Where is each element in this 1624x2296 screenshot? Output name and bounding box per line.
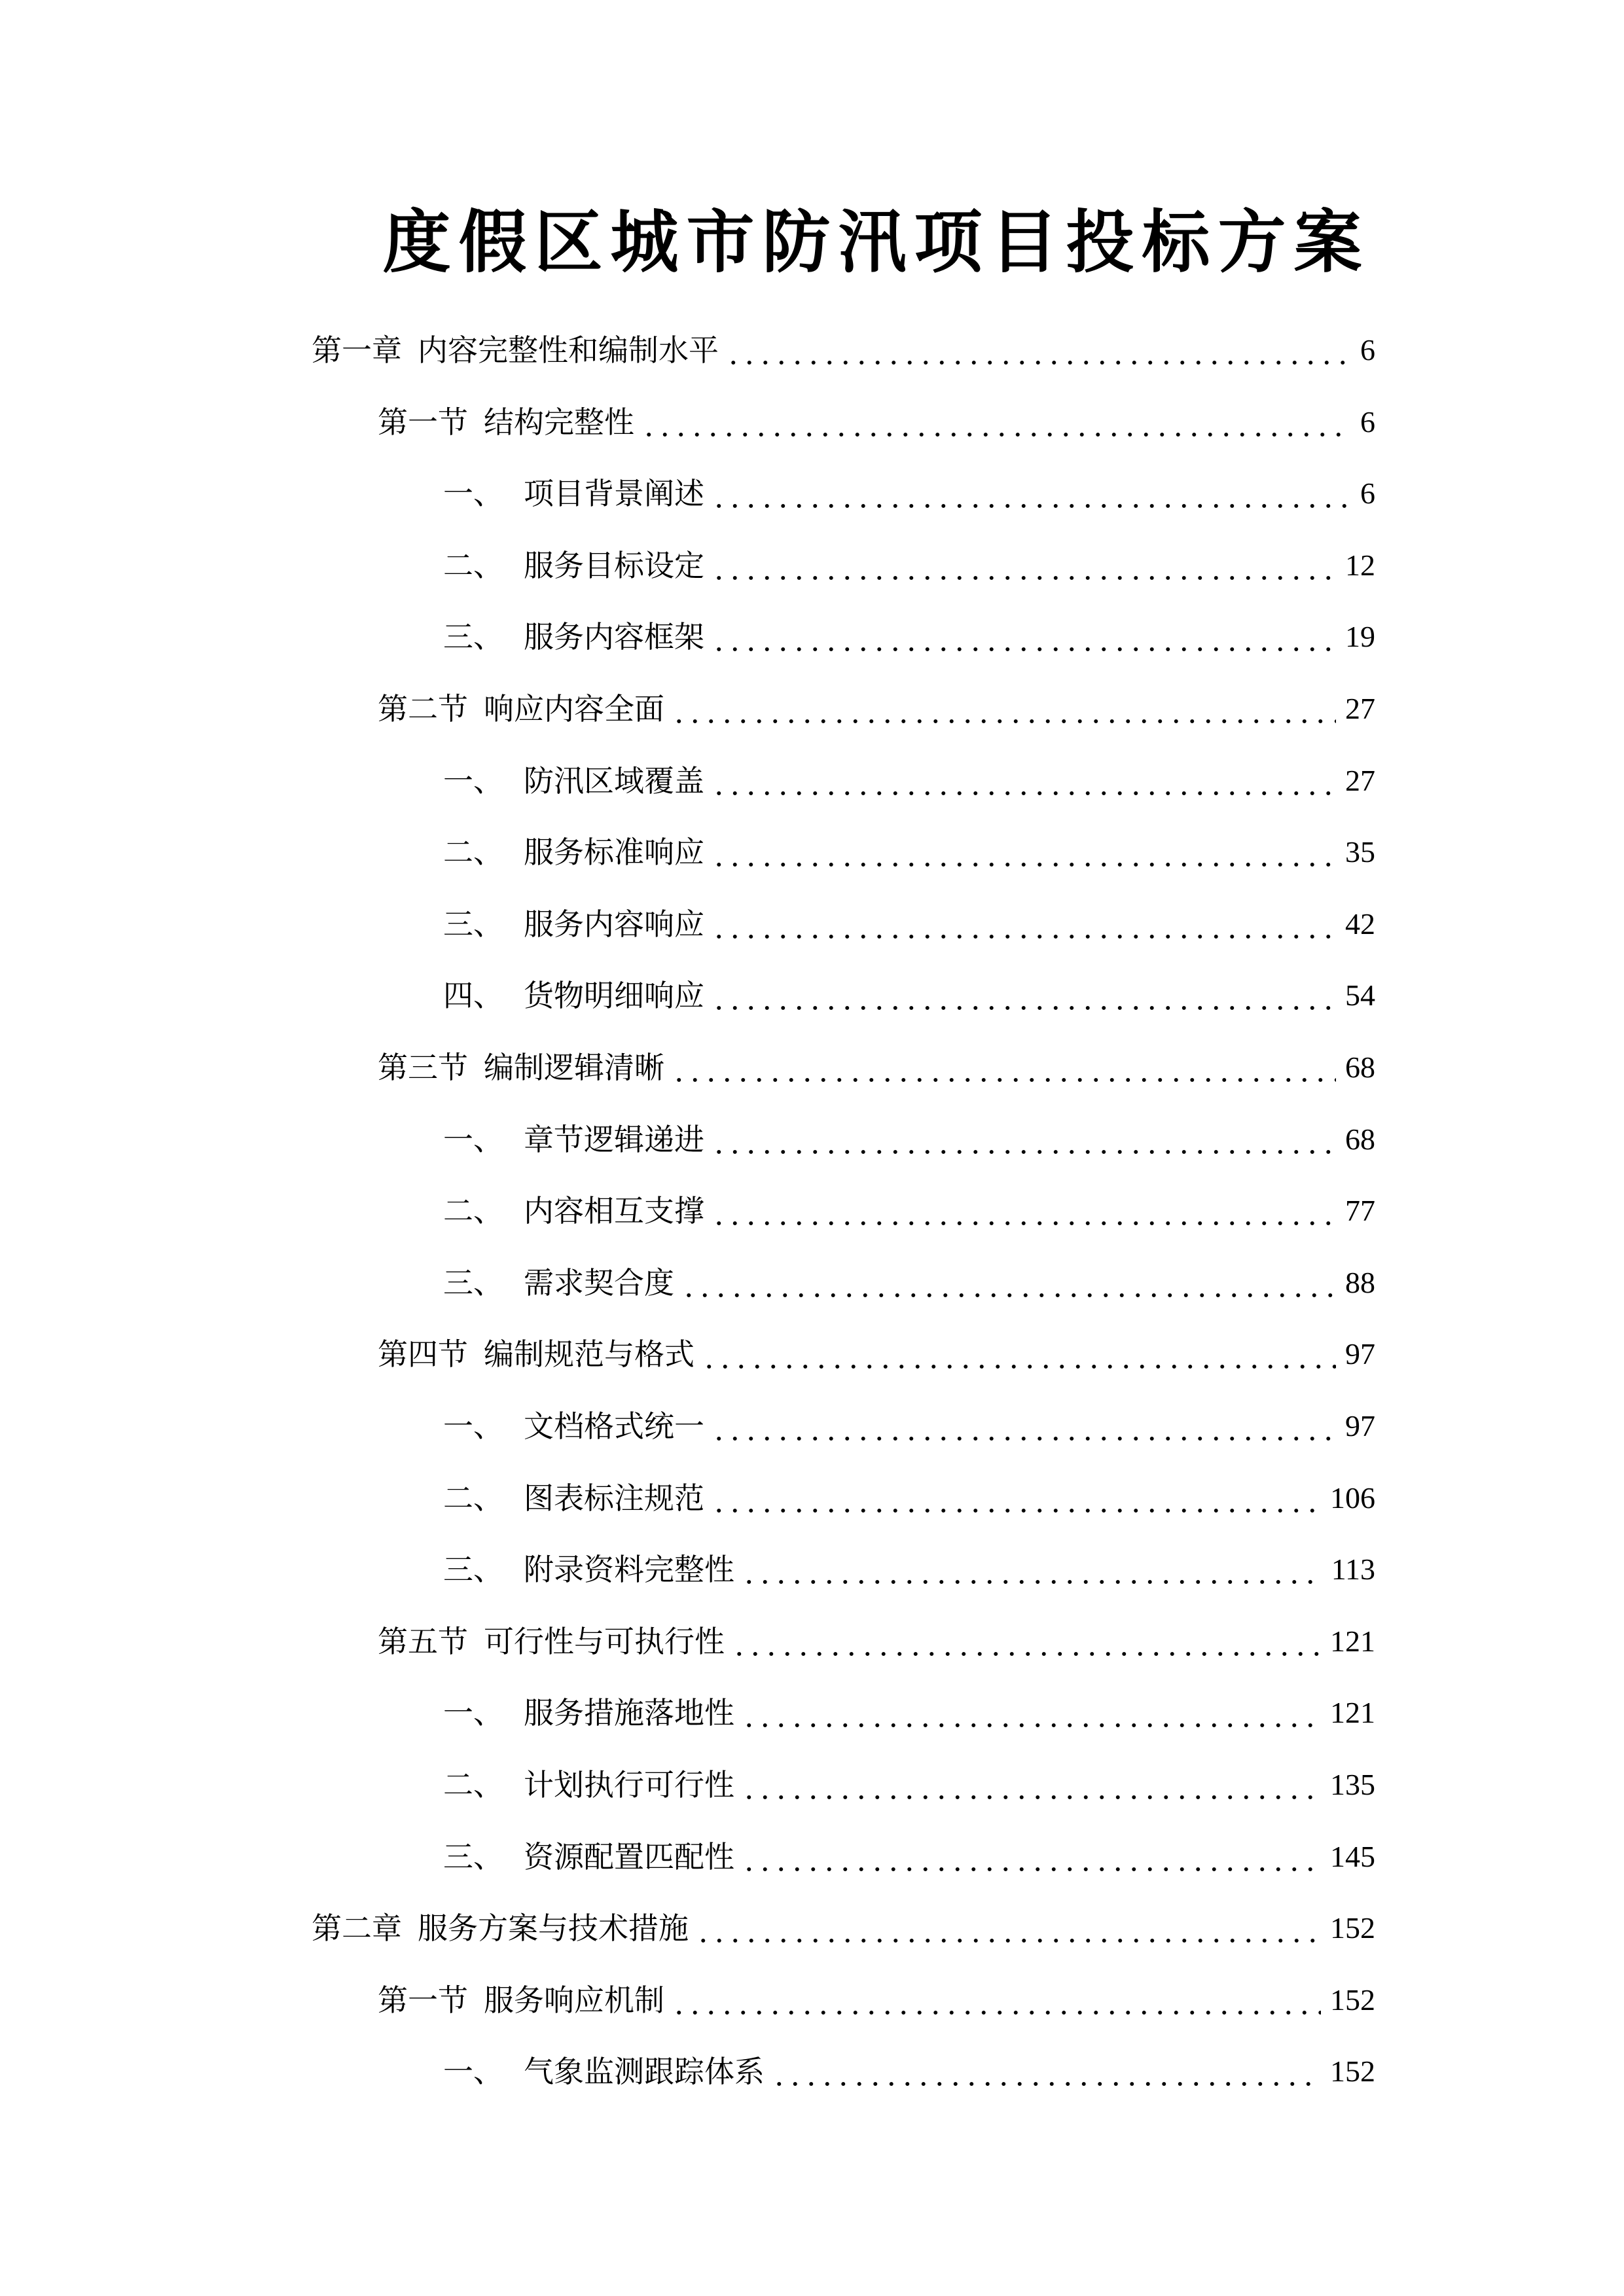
toc-page-number: 27 [1345, 763, 1375, 797]
toc-entry-title: 可行性与可执行性 [484, 1623, 725, 1659]
dot-leader [741, 1690, 1321, 1736]
toc-entry-title: 气象监测跟踪体系 [524, 2054, 765, 2090]
toc-page-number: 145 [1330, 1839, 1375, 1873]
dot-leader [741, 1834, 1321, 1880]
dot-leader [671, 1977, 1321, 2023]
toc-entry-number: 三、 [443, 906, 503, 942]
toc-page-number: 42 [1345, 906, 1375, 941]
dot-leader [711, 1403, 1336, 1449]
toc-entry-number: 二、 [443, 1193, 503, 1229]
dot-leader [725, 327, 1351, 373]
toc-page-number: 152 [1330, 1911, 1375, 1945]
toc-page-number: 106 [1330, 1480, 1375, 1515]
toc-entry-title: 文档格式统一 [524, 1408, 704, 1444]
toc-entry-number: 第二章 [312, 1910, 402, 1946]
toc-entry-number: 一、 [443, 762, 503, 798]
toc-page-number: 152 [1330, 2054, 1375, 2089]
dot-leader [671, 1045, 1336, 1090]
toc-entry[interactable] [443, 1117, 1375, 1162]
toc-entry-number: 二、 [443, 547, 503, 583]
dot-leader [711, 1475, 1321, 1521]
toc-entry-title: 服务方案与技术措施 [418, 1910, 689, 1946]
toc-entry[interactable] [378, 399, 1375, 445]
toc-entry-title: 内容完整性和编制水平 [418, 332, 719, 368]
toc-entry-number: 第二节 [378, 691, 468, 726]
dot-leader [641, 399, 1351, 445]
toc-page-number: 54 [1345, 978, 1375, 1013]
toc-page-number: 121 [1330, 1696, 1375, 1730]
toc-entry-title: 内容相互支撑 [524, 1193, 704, 1229]
toc-page-number: 68 [1345, 1122, 1375, 1156]
toc-entry[interactable] [443, 1690, 1375, 1736]
dot-leader [701, 1331, 1336, 1377]
toc-entry-number: 第四节 [378, 1336, 468, 1372]
toc-entry-number: 一、 [443, 1695, 503, 1731]
toc-page-number: 113 [1331, 1552, 1375, 1587]
toc-entry-number: 三、 [443, 1265, 503, 1300]
toc-entry[interactable] [378, 1331, 1375, 1377]
toc-entry-title: 货物明细响应 [524, 978, 704, 1014]
dot-leader [671, 686, 1336, 732]
toc-entry[interactable] [443, 614, 1375, 660]
toc-entry[interactable] [443, 973, 1375, 1018]
dot-leader [681, 1260, 1336, 1306]
toc-entry-title: 响应内容全面 [484, 691, 664, 726]
toc-page-number: 35 [1345, 835, 1375, 869]
toc-entry-number: 一、 [443, 1121, 503, 1157]
toc-page-number: 12 [1345, 548, 1375, 582]
toc-entry-number: 一、 [443, 476, 503, 512]
dot-leader [731, 1619, 1321, 1664]
toc-entry-title: 服务内容框架 [524, 619, 704, 655]
toc-entry[interactable] [378, 1045, 1375, 1090]
dot-leader [711, 471, 1351, 516]
toc-entry-title: 编制规范与格式 [484, 1336, 695, 1372]
toc-entry[interactable] [443, 758, 1375, 804]
toc-entry-number: 二、 [443, 1767, 503, 1803]
dot-leader [711, 1117, 1336, 1162]
toc-entry[interactable] [312, 327, 1375, 373]
toc-entry-title: 章节逻辑递进 [524, 1121, 704, 1157]
toc-entry-title: 项目背景阐述 [524, 476, 704, 512]
dot-leader [771, 2049, 1321, 2094]
toc-entry-number: 第一章 [312, 332, 402, 368]
toc-entry[interactable] [378, 686, 1375, 732]
toc-page-number: 121 [1330, 1624, 1375, 1658]
toc-page-number: 135 [1330, 1768, 1375, 1801]
dot-leader [711, 829, 1336, 875]
toc-entry[interactable] [443, 1403, 1375, 1449]
toc-page-number: 97 [1345, 1337, 1375, 1371]
dot-leader [711, 543, 1336, 588]
toc-page-number: 6 [1360, 404, 1375, 439]
toc-entry[interactable] [443, 1260, 1375, 1306]
toc-entry-number: 二、 [443, 1480, 503, 1516]
toc-entry[interactable] [378, 1619, 1375, 1664]
toc-entry-number: 四、 [443, 978, 503, 1014]
toc-entry[interactable] [443, 471, 1375, 516]
dot-leader [695, 1905, 1321, 1951]
toc-page-number: 88 [1345, 1265, 1375, 1299]
dot-leader [711, 901, 1336, 947]
toc-entry-number: 一、 [443, 1408, 503, 1444]
toc-entry[interactable] [443, 1762, 1375, 1808]
toc-entry-number: 三、 [443, 1552, 503, 1588]
toc-entry-title: 结构完整性 [484, 404, 634, 440]
toc-page-number: 19 [1345, 620, 1375, 654]
dot-leader [741, 1547, 1322, 1592]
toc-entry[interactable] [443, 829, 1375, 875]
toc-entry[interactable] [443, 1188, 1375, 1234]
toc-page-number: 152 [1330, 1982, 1375, 2017]
document-title: 度假区城市防汛项目投标方案 [382, 202, 1370, 282]
toc-entry[interactable] [443, 1547, 1375, 1592]
toc-entry-title: 服务响应机制 [484, 1982, 664, 2018]
dot-leader [711, 758, 1336, 804]
toc-entry[interactable] [443, 1475, 1375, 1521]
toc-entry-title: 服务措施落地性 [524, 1695, 734, 1731]
toc-entry-number: 一、 [443, 2054, 503, 2090]
toc-entry-number: 二、 [443, 834, 503, 870]
toc-entry[interactable] [443, 1834, 1375, 1880]
toc-entry[interactable] [443, 543, 1375, 588]
toc-entry-title: 图表标注规范 [524, 1480, 704, 1516]
dot-leader [711, 1188, 1336, 1234]
toc-entry[interactable] [443, 901, 1375, 947]
toc-entry[interactable] [312, 1905, 1375, 1951]
toc-entry-title: 服务标准响应 [524, 834, 704, 870]
toc-page-number: 27 [1345, 692, 1375, 725]
toc-entry-title: 服务目标设定 [524, 547, 704, 583]
toc-entry-number: 第三节 [378, 1050, 468, 1085]
dot-leader [711, 973, 1336, 1018]
toc-page-number: 97 [1345, 1409, 1375, 1443]
toc-entry-number: 第一节 [378, 404, 468, 440]
toc-entry[interactable] [443, 2049, 1375, 2094]
toc-entry-title: 防汛区域覆盖 [524, 762, 704, 798]
toc-page-number: 6 [1360, 333, 1375, 367]
toc-page-number: 77 [1345, 1194, 1375, 1228]
toc-page-number: 68 [1345, 1050, 1375, 1084]
toc-entry-number: 三、 [443, 619, 503, 655]
toc-page-number: 6 [1360, 476, 1375, 511]
toc-entry-number: 三、 [443, 1839, 503, 1874]
toc-entry-title: 资源配置匹配性 [524, 1839, 734, 1874]
toc-entry-title: 服务内容响应 [524, 906, 704, 942]
toc-entry-title: 需求契合度 [524, 1265, 674, 1300]
toc-entry-title: 附录资料完整性 [524, 1552, 734, 1588]
toc-entry-title: 计划执行可行性 [524, 1767, 734, 1803]
toc-entry[interactable] [378, 1977, 1375, 2023]
dot-leader [741, 1762, 1321, 1808]
toc-entry-number: 第五节 [378, 1623, 468, 1659]
toc-entry-number: 第一节 [378, 1982, 468, 2018]
toc-entry-title: 编制逻辑清晰 [484, 1050, 664, 1085]
dot-leader [711, 614, 1336, 660]
